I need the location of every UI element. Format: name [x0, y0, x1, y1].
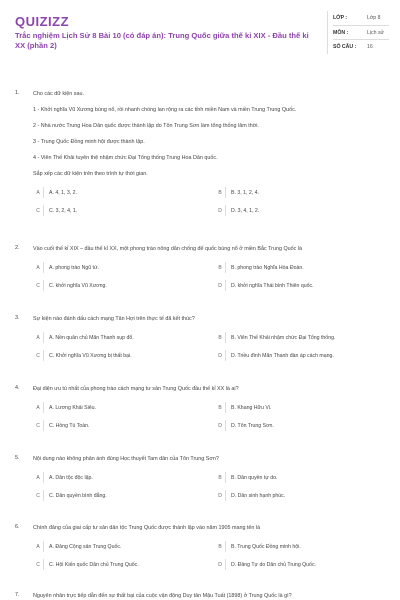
question-3	[15, 315, 390, 361]
option-a[interactable]	[33, 262, 211, 273]
option-text: A. Dân tộc độc lập.	[49, 474, 93, 481]
option-text: A. 4, 1, 3, 2.	[49, 189, 77, 196]
meta-value: Lịch sử	[367, 29, 385, 36]
option-letter: D	[215, 280, 226, 291]
option-text: B. Dân quyền tự do.	[231, 474, 278, 481]
option-text: A. Lương Khải Siêu.	[49, 404, 96, 411]
option-letter: C	[33, 559, 44, 570]
question-text: Vào cuối thế kỉ XIX – đầu thế kỉ XX, một phong trào nông dân chống đế quốc bùng nổ ở miền Bắc Trung Quốc là	[33, 246, 303, 252]
option-text: B. Trung Quốc Đồng minh hội.	[231, 543, 301, 550]
option-a[interactable]	[33, 187, 211, 198]
option-d[interactable]	[215, 420, 393, 431]
question-text: Nội dung nào không phản ánh đúng Học thuyết Tam dân của Tôn Trung Sơn?	[33, 456, 219, 462]
option-letter: D	[215, 559, 226, 570]
option-text: D. Dân sinh hạnh phúc.	[231, 492, 286, 499]
option-b[interactable]	[215, 262, 393, 273]
option-letter: A	[33, 262, 44, 273]
option-a[interactable]	[33, 541, 211, 552]
option-text: B. Viên Thế Khải nhậm chức Đại Tổng thống.	[231, 334, 336, 341]
statement: 2 - Nhà nước Trung Hoa Dân quốc được thành lập do Tôn Trung Sơn làm tổng thống lâm thời.	[33, 123, 259, 129]
option-text: C. 3, 2, 4, 1.	[49, 207, 78, 214]
question-6	[15, 524, 390, 570]
options-grid	[33, 402, 390, 431]
option-letter: A	[33, 541, 44, 552]
meta-value: Lớp 8	[367, 15, 381, 21]
option-text: D. Đảng Tự do Dân chủ Trung Quốc.	[231, 561, 316, 568]
option-text: D. khởi nghĩa Thái bình Thiên quốc.	[231, 282, 314, 289]
option-d[interactable]	[215, 490, 393, 501]
question-number: 3.	[15, 315, 20, 321]
option-letter: A	[33, 187, 44, 198]
question-number: 6.	[15, 524, 20, 530]
option-b[interactable]	[215, 332, 393, 343]
option-text: A. Đảng Cộng sản Trung Quốc.	[49, 543, 122, 550]
option-letter: B	[215, 332, 226, 343]
options-grid	[33, 332, 390, 361]
statement: 1 - Khởi nghĩa Vũ Xương bùng nổ, rồi nhanh chóng lan rộng ra các tỉnh miền Nam và miền Trung Trung Quốc.	[33, 107, 297, 113]
question-1	[15, 90, 390, 216]
question-number: 7.	[15, 592, 20, 598]
option-letter: D	[215, 205, 226, 216]
option-d[interactable]	[215, 350, 393, 361]
option-c[interactable]	[33, 280, 211, 291]
option-letter: B	[215, 262, 226, 273]
option-a[interactable]	[33, 402, 211, 413]
question-number: 2.	[15, 245, 20, 251]
option-c[interactable]	[33, 490, 211, 501]
option-text: C. Khởi nghĩa Vũ Xương bị thất bại.	[49, 352, 132, 359]
quizizz-logo: QUIZIZZ	[15, 14, 70, 29]
meta-class	[333, 11, 389, 26]
option-text: D. 3, 4, 1, 2.	[231, 207, 260, 214]
question-4	[15, 385, 390, 431]
option-letter: A	[33, 332, 44, 343]
option-c[interactable]	[33, 205, 211, 216]
option-letter: D	[215, 350, 226, 361]
option-text: A. Nền quân chủ Mãn Thanh sụp đổ.	[49, 334, 134, 341]
option-letter: C	[33, 205, 44, 216]
option-letter: C	[33, 420, 44, 431]
options-grid	[33, 262, 390, 291]
option-letter: A	[33, 402, 44, 413]
option-letter: B	[215, 402, 226, 413]
question-number: 1.	[15, 90, 20, 96]
options-grid	[33, 472, 390, 501]
worksheet-header	[0, 0, 400, 82]
option-a[interactable]	[33, 332, 211, 343]
question-text: Đại diện ưu tú nhất của phong trào cách mạng tư sản Trung Quốc đầu thế kỉ XX là ai?	[33, 386, 239, 392]
option-text: B. 3, 1, 2, 4.	[231, 189, 259, 196]
meta-key: LỚP :	[333, 15, 348, 21]
option-letter: C	[33, 350, 44, 361]
option-letter: B	[215, 541, 226, 552]
question-text: Nguyên nhân trực tiếp dẫn đến sự thất bại của cuộc vận động Duy tân Mậu Tuất (1898) ở Trung Quốc là gì?	[33, 593, 292, 599]
option-c[interactable]	[33, 420, 211, 431]
meta-question-count	[333, 40, 389, 54]
option-letter: C	[33, 280, 44, 291]
option-c[interactable]	[33, 350, 211, 361]
option-text: A. phong trào Ngũ tứ.	[49, 264, 99, 271]
worksheet-title: Trắc nghiệm Lịch Sử 8 Bài 10 (có đáp án): Trung Quốc giữa thế kỉ XIX - Đầu thế kỉ XX (phần 2)	[15, 31, 309, 50]
question-number: 5.	[15, 455, 20, 461]
meta-key: SỐ CÂU :	[333, 44, 357, 50]
options-grid	[33, 187, 390, 216]
options-grid	[33, 541, 390, 570]
option-text: C. khởi nghĩa Vũ Xương.	[49, 282, 107, 289]
question-number: 4.	[15, 385, 20, 391]
question-5	[15, 455, 390, 501]
question-text: Chính đảng của giai cấp tư sản dân tộc Trung Quốc được thành lập vào năm 1905 mang tên là	[33, 525, 261, 531]
option-text: B. Khang Hữu Vi.	[231, 404, 272, 411]
option-letter: B	[215, 472, 226, 483]
option-text: D. Tôn Trung Sơn.	[231, 422, 274, 429]
statement: Sắp xếp các dữ kiện trên theo trình tự thời gian.	[33, 171, 148, 177]
option-letter: A	[33, 472, 44, 483]
option-b[interactable]	[215, 402, 393, 413]
worksheet-meta	[327, 11, 389, 54]
option-letter: B	[215, 187, 226, 198]
option-d[interactable]	[215, 205, 393, 216]
question-text: Sự kiện nào đánh dấu cách mạng Tân Hợi trên thực tế đã kết thúc?	[33, 316, 195, 322]
meta-key: MÔN :	[333, 29, 349, 36]
meta-value: 16	[367, 44, 373, 50]
option-text: C. Dân quyền bình đẳng.	[49, 492, 107, 499]
option-b[interactable]	[215, 541, 393, 552]
option-letter: D	[215, 420, 226, 431]
option-b[interactable]	[215, 472, 393, 483]
question-2	[15, 245, 390, 291]
option-text: B. phong trào Nghĩa Hòa Đoàn.	[231, 264, 304, 271]
statement: 3 - Trung Quốc Đồng minh hội được thành lập.	[33, 139, 145, 145]
option-c[interactable]	[33, 559, 211, 570]
option-d[interactable]	[215, 280, 393, 291]
statement: 4 - Viên Thế Khải tuyên thệ nhậm chức Đại Tổng thống Trung Hoa Dân quốc.	[33, 155, 218, 161]
option-text: D. Triều đình Mãn Thanh đàn áp cách mạng.	[231, 352, 334, 359]
question-7	[15, 592, 390, 600]
meta-subject	[333, 26, 389, 41]
option-b[interactable]	[215, 187, 393, 198]
option-d[interactable]	[215, 559, 393, 570]
option-text: C. Hội Kiến quốc Dân chủ Trung Quốc.	[49, 561, 139, 568]
option-text: C. Hồng Tú Toàn.	[49, 422, 90, 429]
question-text: Cho các dữ kiện sau.	[33, 91, 84, 97]
option-letter: C	[33, 490, 44, 501]
option-a[interactable]	[33, 472, 211, 483]
option-letter: D	[215, 490, 226, 501]
